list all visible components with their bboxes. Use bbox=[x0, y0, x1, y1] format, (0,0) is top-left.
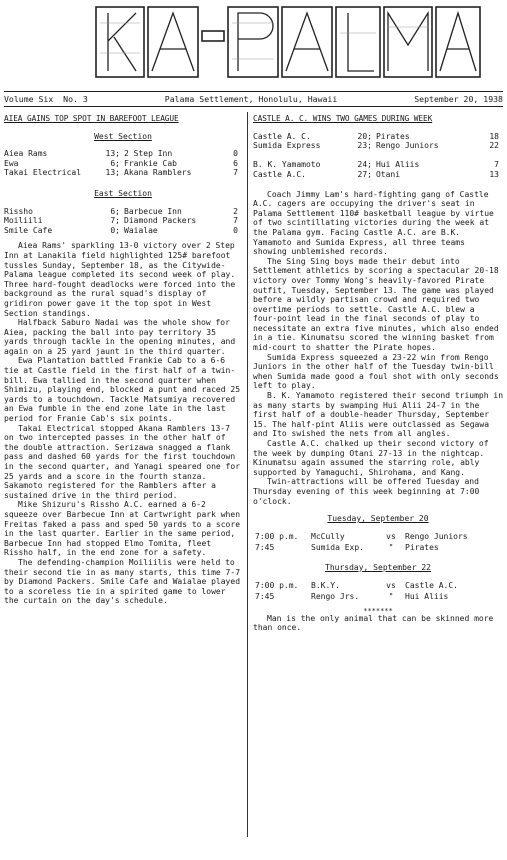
game-time: 7:45 bbox=[255, 543, 275, 553]
left-column bbox=[4, 114, 242, 606]
article-paragraph: Aiea Rams' sparkling 13-0 victory over 2 Step Inn at Lanakila field highlighted 125# barefoot tussles Sunday, September 18, as the Citywide-Palama league completed its second week of play. Three hard-fought deadlocks were forced into the background as the rural squad's display of gridiron power gave it the top spot in West Section standings. bbox=[4, 241, 236, 318]
article-paragraph: Halfback Saburo Nadai was the whole show for Aiea, packing the ball into pay territory 35 yards through tackle in the opening minutes, and again on a 25 yard jaunt in the third quarter. bbox=[4, 318, 236, 356]
score-b: 0 bbox=[233, 225, 238, 235]
score-row bbox=[253, 141, 503, 151]
team-a: Castle A. C. bbox=[253, 131, 311, 141]
score-a: 24; bbox=[357, 160, 372, 170]
masthead-logo bbox=[92, 3, 482, 81]
standings-row bbox=[4, 216, 242, 226]
standings-row bbox=[4, 168, 242, 178]
team-b bbox=[376, 151, 481, 161]
separator-stars: ******* bbox=[363, 606, 393, 615]
team-b: Barbecue Inn bbox=[124, 206, 182, 216]
article-paragraph: The Sing Sing boys made their debut into Settlement athletics by scoring a spectacular 20-18 victory over Tommy Wong's heavily-favored Pirate outfit, Tuesday, September 13. The game was played before a wildly partisan crowd and required two overtime periods to settle. Castle A.C. blew a four-point lead in the final seconds of play to necessitate an extra five minutes, which also ended in a tie. Kinumatsu scored the winning basket from mid-court to shatter the Pirate hopes. bbox=[253, 256, 499, 353]
east-standings-table bbox=[4, 207, 242, 236]
article-paragraph: Takai Electrical stopped Akana Ramblers 13-7 on two intercepted passes in the other half of the double attraction. Serizawa snagged a flank pass and dashed 60 yards for the first touchdown in the second quarter, and Yanagi speared one for 25 yards and a score in the fourth stanza. Sakamoto registered for the Ramblers after a sustained drive in the third period. bbox=[4, 423, 241, 500]
article-paragraph: Mike Shizuru's Rissho A.C. earned a 6-2 squeeze over Barbecue Inn at Cartwright park when Freitas faked a pass and sped 50 yards to a score in the last quarter. Earlier in the same period, Barbecue Inn had stopped Elmo Tomita, fleet Rissho half, in the end zone for a safety. bbox=[4, 500, 241, 558]
schedule-row bbox=[255, 592, 495, 602]
right-column bbox=[253, 114, 503, 633]
team-a: Smile Cafe bbox=[4, 225, 53, 235]
score-b: 7 bbox=[233, 168, 238, 178]
away-team: Hui Aliis bbox=[405, 592, 449, 602]
score-a: 13; bbox=[105, 168, 120, 178]
article-paragraph: B. K. Yamamoto registered their second triumph in as many starts by swamping Hui Alii 24-7 in the first half of a double-header Thursday, September 15. The half-pint Aliis were outclassed as Segawa and Ito swished the nets from all angles. bbox=[253, 391, 504, 439]
team-b: Pirates bbox=[375, 131, 410, 141]
score-a: 6; bbox=[110, 206, 120, 216]
game-time: 7:00 p.m. bbox=[255, 531, 299, 541]
score-b: 13 bbox=[489, 169, 499, 179]
game-schedule bbox=[253, 514, 503, 604]
standings-row bbox=[4, 226, 242, 236]
game-time: 7:45 bbox=[255, 592, 275, 602]
score-b: 2 bbox=[233, 206, 238, 216]
score-a bbox=[350, 151, 376, 161]
score-b: 7 bbox=[233, 216, 238, 226]
score-b: 7 bbox=[494, 160, 499, 170]
schedule-day-heading: Thursday, September 22 bbox=[325, 562, 431, 572]
game-time: 7:00 p.m. bbox=[255, 580, 299, 590]
basketball-scores-table bbox=[253, 132, 503, 180]
score-b: 22 bbox=[489, 141, 499, 151]
team-a: Castle A.C. bbox=[253, 169, 306, 179]
left-article-body bbox=[4, 241, 242, 606]
score-b bbox=[481, 151, 503, 161]
home-team: Sumida Exp. bbox=[311, 543, 364, 553]
schedule-row bbox=[255, 532, 495, 542]
team-a: Rissho bbox=[4, 206, 33, 216]
score-a: 23; bbox=[357, 141, 372, 151]
away-team: Pirates bbox=[405, 543, 439, 553]
team-b: Diamond Packers bbox=[124, 216, 197, 226]
team-a: Sumida Express bbox=[253, 141, 321, 151]
closing-quip: Man is the only animal that can be skinned more than once. bbox=[253, 613, 494, 633]
team-b: 2 Step Inn bbox=[124, 149, 173, 159]
versus: " bbox=[388, 543, 394, 553]
schedule-table bbox=[253, 530, 497, 555]
versus: vs bbox=[386, 580, 396, 590]
schedule-day-heading: Tuesday, September 20 bbox=[327, 514, 429, 524]
team-b: Waialae bbox=[124, 225, 158, 235]
score-b: 18 bbox=[489, 131, 499, 141]
away-team: Castle A.C. bbox=[405, 580, 458, 590]
left-headline: AIEA GAINS TOP SPOT IN BAREFOOT LEAGUE bbox=[4, 114, 179, 123]
team-a: Ewa bbox=[4, 158, 19, 168]
article-paragraph: Ewa Plantation battled Frankie Cab to a 6-6 tie at Castle field in the first half of a twin-bill. Ewa tallied in the second quarter when Shimizu, playing end, blocked a punt and raced 25 yards to a touchdown. Tackle Matsumiya recovered an Ewa fumble in the end zone late in the last period for Franie Cab's six points. bbox=[4, 356, 241, 424]
issue-date: September 20, 1938 bbox=[414, 94, 503, 104]
team-a bbox=[253, 151, 350, 161]
article-paragraph: Sumida Express squeezed a 23-22 win from Rengo Juniors in the other half of the Tuesday twin-bill when Sumida made good a foul shot with only seconds left to play. bbox=[253, 352, 499, 391]
score-a: 27; bbox=[357, 169, 372, 179]
standings-row bbox=[4, 207, 242, 217]
score-a: 20; bbox=[357, 131, 372, 141]
issue-info-bar bbox=[4, 91, 503, 107]
versus: vs bbox=[386, 531, 396, 541]
schedule-table bbox=[253, 579, 497, 604]
home-team: Rengo Jrs. bbox=[311, 592, 360, 602]
publisher: Palama Settlement, Honolulu, Hawaii bbox=[164, 94, 338, 104]
article-paragraph: Coach Jimmy Lam's hard-fighting gang of Castle A.C. cagers are occupying the driver's seat in Palama Settlement 110# basketball league by virtue of two scintillating victories during the week at the Palama gym. Facing Castle A.C. are B.K. Yamamoto and Sumida Express, all three teams showing unblemished records. bbox=[253, 189, 494, 257]
score-b: 6 bbox=[233, 158, 238, 168]
team-b: Akana Ramblers bbox=[124, 168, 192, 178]
standings-row bbox=[4, 149, 242, 159]
team-a: Moiliili bbox=[4, 216, 43, 226]
team-a: B. K. Yamamoto bbox=[253, 160, 321, 170]
article-paragraph: Twin-attractions will be offered Tuesday and Thursday evening of this week beginning at 7:00 o'clock. bbox=[253, 477, 480, 506]
west-standings-table bbox=[4, 149, 242, 178]
score-row bbox=[253, 160, 503, 170]
home-team: McCully bbox=[311, 531, 345, 541]
standings-row bbox=[4, 159, 242, 169]
team-b: Otani bbox=[375, 169, 401, 179]
home-team: B.K.Y. bbox=[311, 580, 340, 590]
column-divider bbox=[247, 112, 248, 837]
score-a: 0; bbox=[110, 225, 120, 235]
east-section-title: East Section bbox=[94, 188, 152, 198]
score-row bbox=[253, 170, 503, 180]
score-row bbox=[253, 132, 503, 142]
away-team: Rengo Juniors bbox=[405, 531, 468, 541]
team-b: Frankie Cab bbox=[124, 158, 177, 168]
schedule-row bbox=[255, 581, 495, 591]
west-section-title: West Section bbox=[94, 131, 152, 141]
article-paragraph: The defending-champion Moiliilis were held to their second tie in as many starts, this time 7-7 by Diamond Packers. Smile Cafe and Waialae played to a scoreless tie in a spirited game to lower the curtain on the day's schedule. bbox=[4, 557, 241, 606]
versus: " bbox=[388, 592, 394, 602]
schedule-row bbox=[255, 543, 495, 553]
score-a: 7; bbox=[110, 216, 120, 226]
team-b: Hui Aliis bbox=[375, 160, 420, 170]
article-paragraph: Castle A.C. chalked up their second victory of the week by dumping Otani 27-13 in the nightcap. Kinumatsu again assumed the starring role, ably supported by Yamaguchi, Shirohama, and Kang. bbox=[253, 439, 489, 477]
score-b: 0 bbox=[233, 149, 238, 159]
volume-number: Volume Six No. 3 bbox=[4, 94, 88, 104]
team-b: Rengo Juniors bbox=[375, 141, 439, 151]
score-row bbox=[253, 151, 503, 161]
team-a: Takai Electrical bbox=[4, 168, 82, 178]
right-article-body bbox=[253, 190, 503, 507]
score-a: 13; bbox=[105, 149, 120, 159]
score-a: 6; bbox=[110, 158, 120, 168]
right-headline: CASTLE A. C. WINS TWO GAMES DURING WEEK bbox=[253, 114, 433, 123]
team-a: Aiea Rams bbox=[4, 149, 48, 159]
